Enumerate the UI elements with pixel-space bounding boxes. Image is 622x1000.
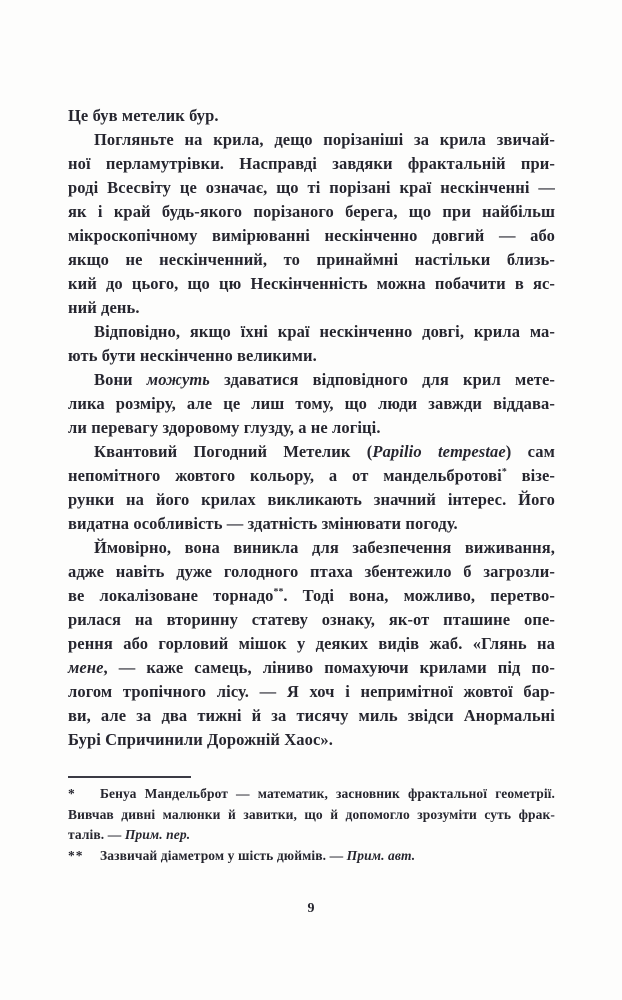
footnote-ref-marker: ** <box>273 586 284 598</box>
text-line <box>68 680 555 704</box>
text-run: Papilio tempestae <box>372 442 506 461</box>
text-run: роді Всесвіту це означає, що ті порізані краї нескінченні — <box>68 178 556 197</box>
text-line <box>68 320 555 344</box>
text-run: Прим. авт. <box>346 847 416 863</box>
text-line <box>68 608 555 632</box>
text-run: ний день. <box>68 298 140 317</box>
paragraph <box>68 104 555 128</box>
page-number: 9 <box>307 901 315 916</box>
text-line <box>68 704 555 728</box>
footnote <box>68 784 555 846</box>
text-run: лика розміру, але це лиш тому, що люди завжди віддава- <box>68 394 555 413</box>
text-run: якщо не нескінченний, то принаймні настільки близь- <box>68 250 555 269</box>
body-text <box>68 104 555 752</box>
text-run: мене <box>68 658 104 677</box>
text-line <box>68 488 555 512</box>
text-line <box>68 512 555 536</box>
text-run: Ймовірно, вона виникла для забезпечення виживання, <box>94 538 556 557</box>
text-run: Бенуа Мандельброт — математик, засновник фрактальної геометрії. <box>100 786 556 801</box>
footnote <box>68 846 555 867</box>
text-line <box>68 368 555 392</box>
text-run: як і край будь-якого порізаного берега, що при найбільш <box>68 202 555 221</box>
text-run: . Тоді вона, можливо, перетво- <box>283 586 555 605</box>
text-run: ли перевагу здоровому глузду, а не логіці. <box>68 418 381 437</box>
text-line <box>68 200 555 224</box>
text-line <box>68 440 555 464</box>
footnote-marker: ** <box>68 847 84 863</box>
text-line <box>68 176 555 200</box>
footnote-ref-marker: * <box>501 466 507 478</box>
paragraph <box>68 536 555 752</box>
text-run: Квантовий Погодний Метелик ( <box>94 442 373 461</box>
text-line <box>68 128 555 152</box>
text-line <box>68 656 555 680</box>
text-line <box>68 464 555 488</box>
text-run: Бурі Спричинили Дорожній Хаос». <box>68 730 333 749</box>
text-run: візе- <box>506 466 556 485</box>
text-run: можуть <box>146 370 210 389</box>
text-run: рення або горловий мішок у деяких видів жаб. «Глянь на <box>68 634 555 653</box>
footnote-divider <box>68 776 191 778</box>
paragraph <box>68 440 555 536</box>
text-run: Погляньте на крила, дещо порізаніші за крила звичай- <box>94 130 556 149</box>
text-run: непомітного жовтого кольору, а от мандельбротові <box>68 466 502 485</box>
text-run: кий до цього, що цю Нескінченність можна побачити в яс- <box>68 274 555 293</box>
text-run: ної перламутрівки. Насправді завдяки фрактальній при- <box>68 154 555 173</box>
text-run: Відповідно, якщо їхні краї нескінченно довгі, крила ма- <box>94 322 555 341</box>
text-run: логом тропічного лісу. — Я хоч і непримітної жовтої бар- <box>68 682 555 701</box>
text-line <box>68 392 555 416</box>
text-line <box>68 805 555 826</box>
text-run: Вивчав дивні малюнки й завитки, що й допомогло зрозуміти суть фрак- <box>68 806 555 822</box>
text-line <box>68 104 555 128</box>
text-run: ють бути нескінченно великими. <box>68 346 317 365</box>
text-run: ви, але за два тижні й за тисячу миль звідси Анормальні <box>68 706 555 725</box>
text-line <box>68 560 555 584</box>
paragraph <box>68 368 555 440</box>
text-run: рилася на вторинну статеву ознаку, як-от пташине опе- <box>68 610 555 629</box>
text-run: Прим. пер. <box>124 827 191 842</box>
text-run: Вони <box>94 370 147 389</box>
text-run: Це був метелик бур. <box>68 106 219 125</box>
text-line <box>68 224 555 248</box>
text-line <box>68 416 555 440</box>
text-line <box>68 536 555 560</box>
text-line <box>68 248 555 272</box>
text-line <box>68 784 555 805</box>
text-run: здаватися відповідного для крил мете- <box>209 370 555 389</box>
text-run: ве локалізоване торнадо <box>68 586 274 605</box>
text-run: Зазвичай діаметром у шість дюймів. — <box>100 847 347 863</box>
text-line <box>68 272 555 296</box>
paragraph <box>68 320 555 368</box>
text-run: талів. — <box>68 827 125 842</box>
text-line <box>68 825 555 846</box>
footnotes <box>68 784 555 866</box>
text-line <box>68 728 555 752</box>
text-run: рунки на його крилах викликають значний інтерес. Його <box>68 490 555 509</box>
text-line <box>68 846 555 867</box>
text-line <box>68 632 555 656</box>
text-line <box>68 344 555 368</box>
text-line <box>68 584 555 608</box>
text-run: видатна особливість — здатність змінювати погоду. <box>68 514 458 533</box>
text-line <box>68 152 555 176</box>
paragraph <box>68 128 555 320</box>
text-run: , — каже самець, ліниво помахуючи крилами під по- <box>103 658 555 677</box>
text-run: мікроскопічному вимірюванні нескінченно довгий — або <box>68 226 555 245</box>
text-run: адже навіть дуже голодного птаха збентежило б загрозли- <box>68 562 555 581</box>
footnote-marker: * <box>68 786 76 801</box>
text-line <box>68 296 555 320</box>
text-run: ) сам <box>505 442 555 461</box>
